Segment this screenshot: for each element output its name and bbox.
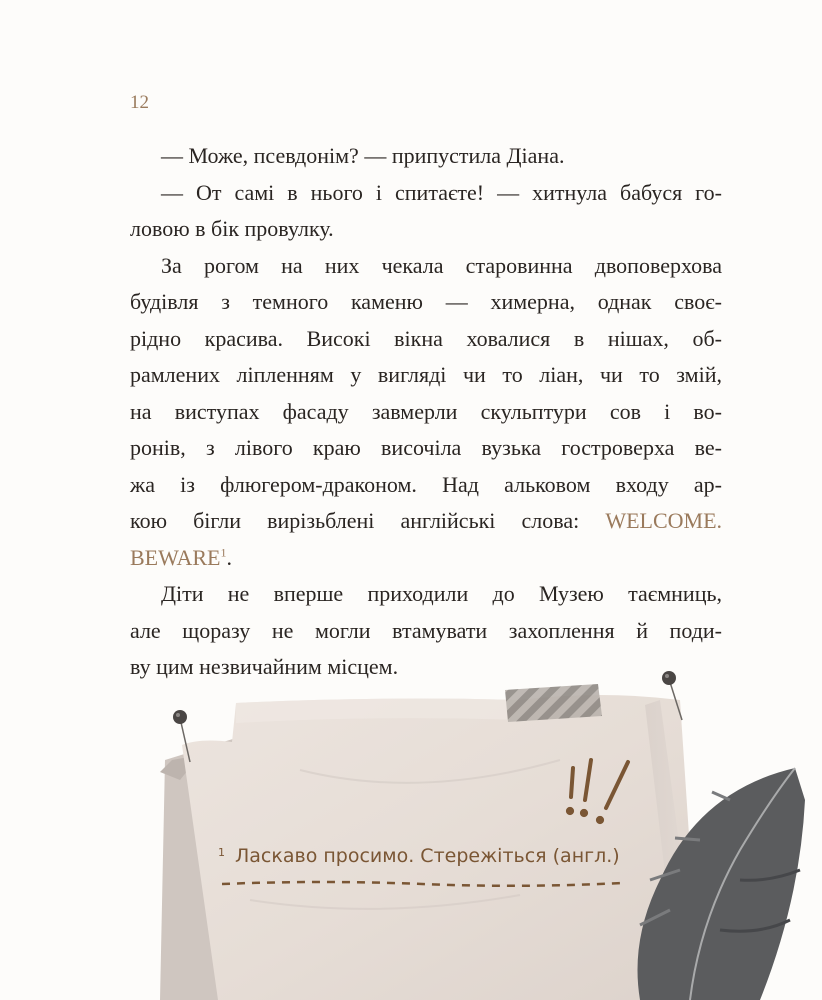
- text-line: але щоразу не могли втамувати захоплення й поди-: [130, 617, 722, 643]
- text-line: жа із флюгером-драконом. Над альковом входу ар-: [130, 471, 722, 497]
- footnote-marker: 1: [220, 545, 227, 560]
- text-line: рамлених ліпленням у вигляді чи то ліан, чи то змій,: [130, 362, 722, 387]
- dashed-underline: [222, 878, 622, 890]
- footnote: [218, 845, 620, 867]
- text-line: ву цим незвичайним місцем.: [130, 654, 399, 679]
- text-line: [130, 503, 722, 540]
- footnote-marker: 1: [218, 846, 225, 859]
- text-line: За рогом на них чекала старовинна двоповерхова: [161, 252, 722, 278]
- body-text: [130, 138, 722, 686]
- text-segment: кою бігли вирізьблені англійські слова:: [130, 508, 580, 533]
- accent-word: WELCOME.: [605, 508, 723, 533]
- text-line: — От самі в нього і спитаєте! — хитнула бабуся го-: [161, 179, 722, 205]
- text-line: ронів, з лівого краю височіла вузька гостроверха ве-: [130, 435, 722, 460]
- text-line: рідно красива. Високі вікна ховалися в нішах, об-: [130, 325, 722, 351]
- accent-word: BEWARE: [130, 544, 221, 570]
- washi-tape: [505, 684, 602, 722]
- text-line: Діти не вперше приходили до Музею таємниць,: [161, 581, 722, 606]
- text-line: — Може, псевдонім? — припустила Діана.: [161, 143, 565, 168]
- note-card: [0, 650, 822, 1000]
- period: .: [226, 544, 232, 570]
- page-number: 12: [130, 92, 149, 113]
- footnote-text: Ласкаво просимо. Стережіться (англ.): [235, 845, 620, 867]
- text-line: [130, 540, 722, 577]
- text-line: будівля з темного каменю — химерна, однак своє-: [130, 289, 722, 314]
- text-line: ловою в бік провулку.: [130, 216, 334, 241]
- text-line: на виступах фасаду завмерли скульптури сов і во-: [130, 398, 722, 424]
